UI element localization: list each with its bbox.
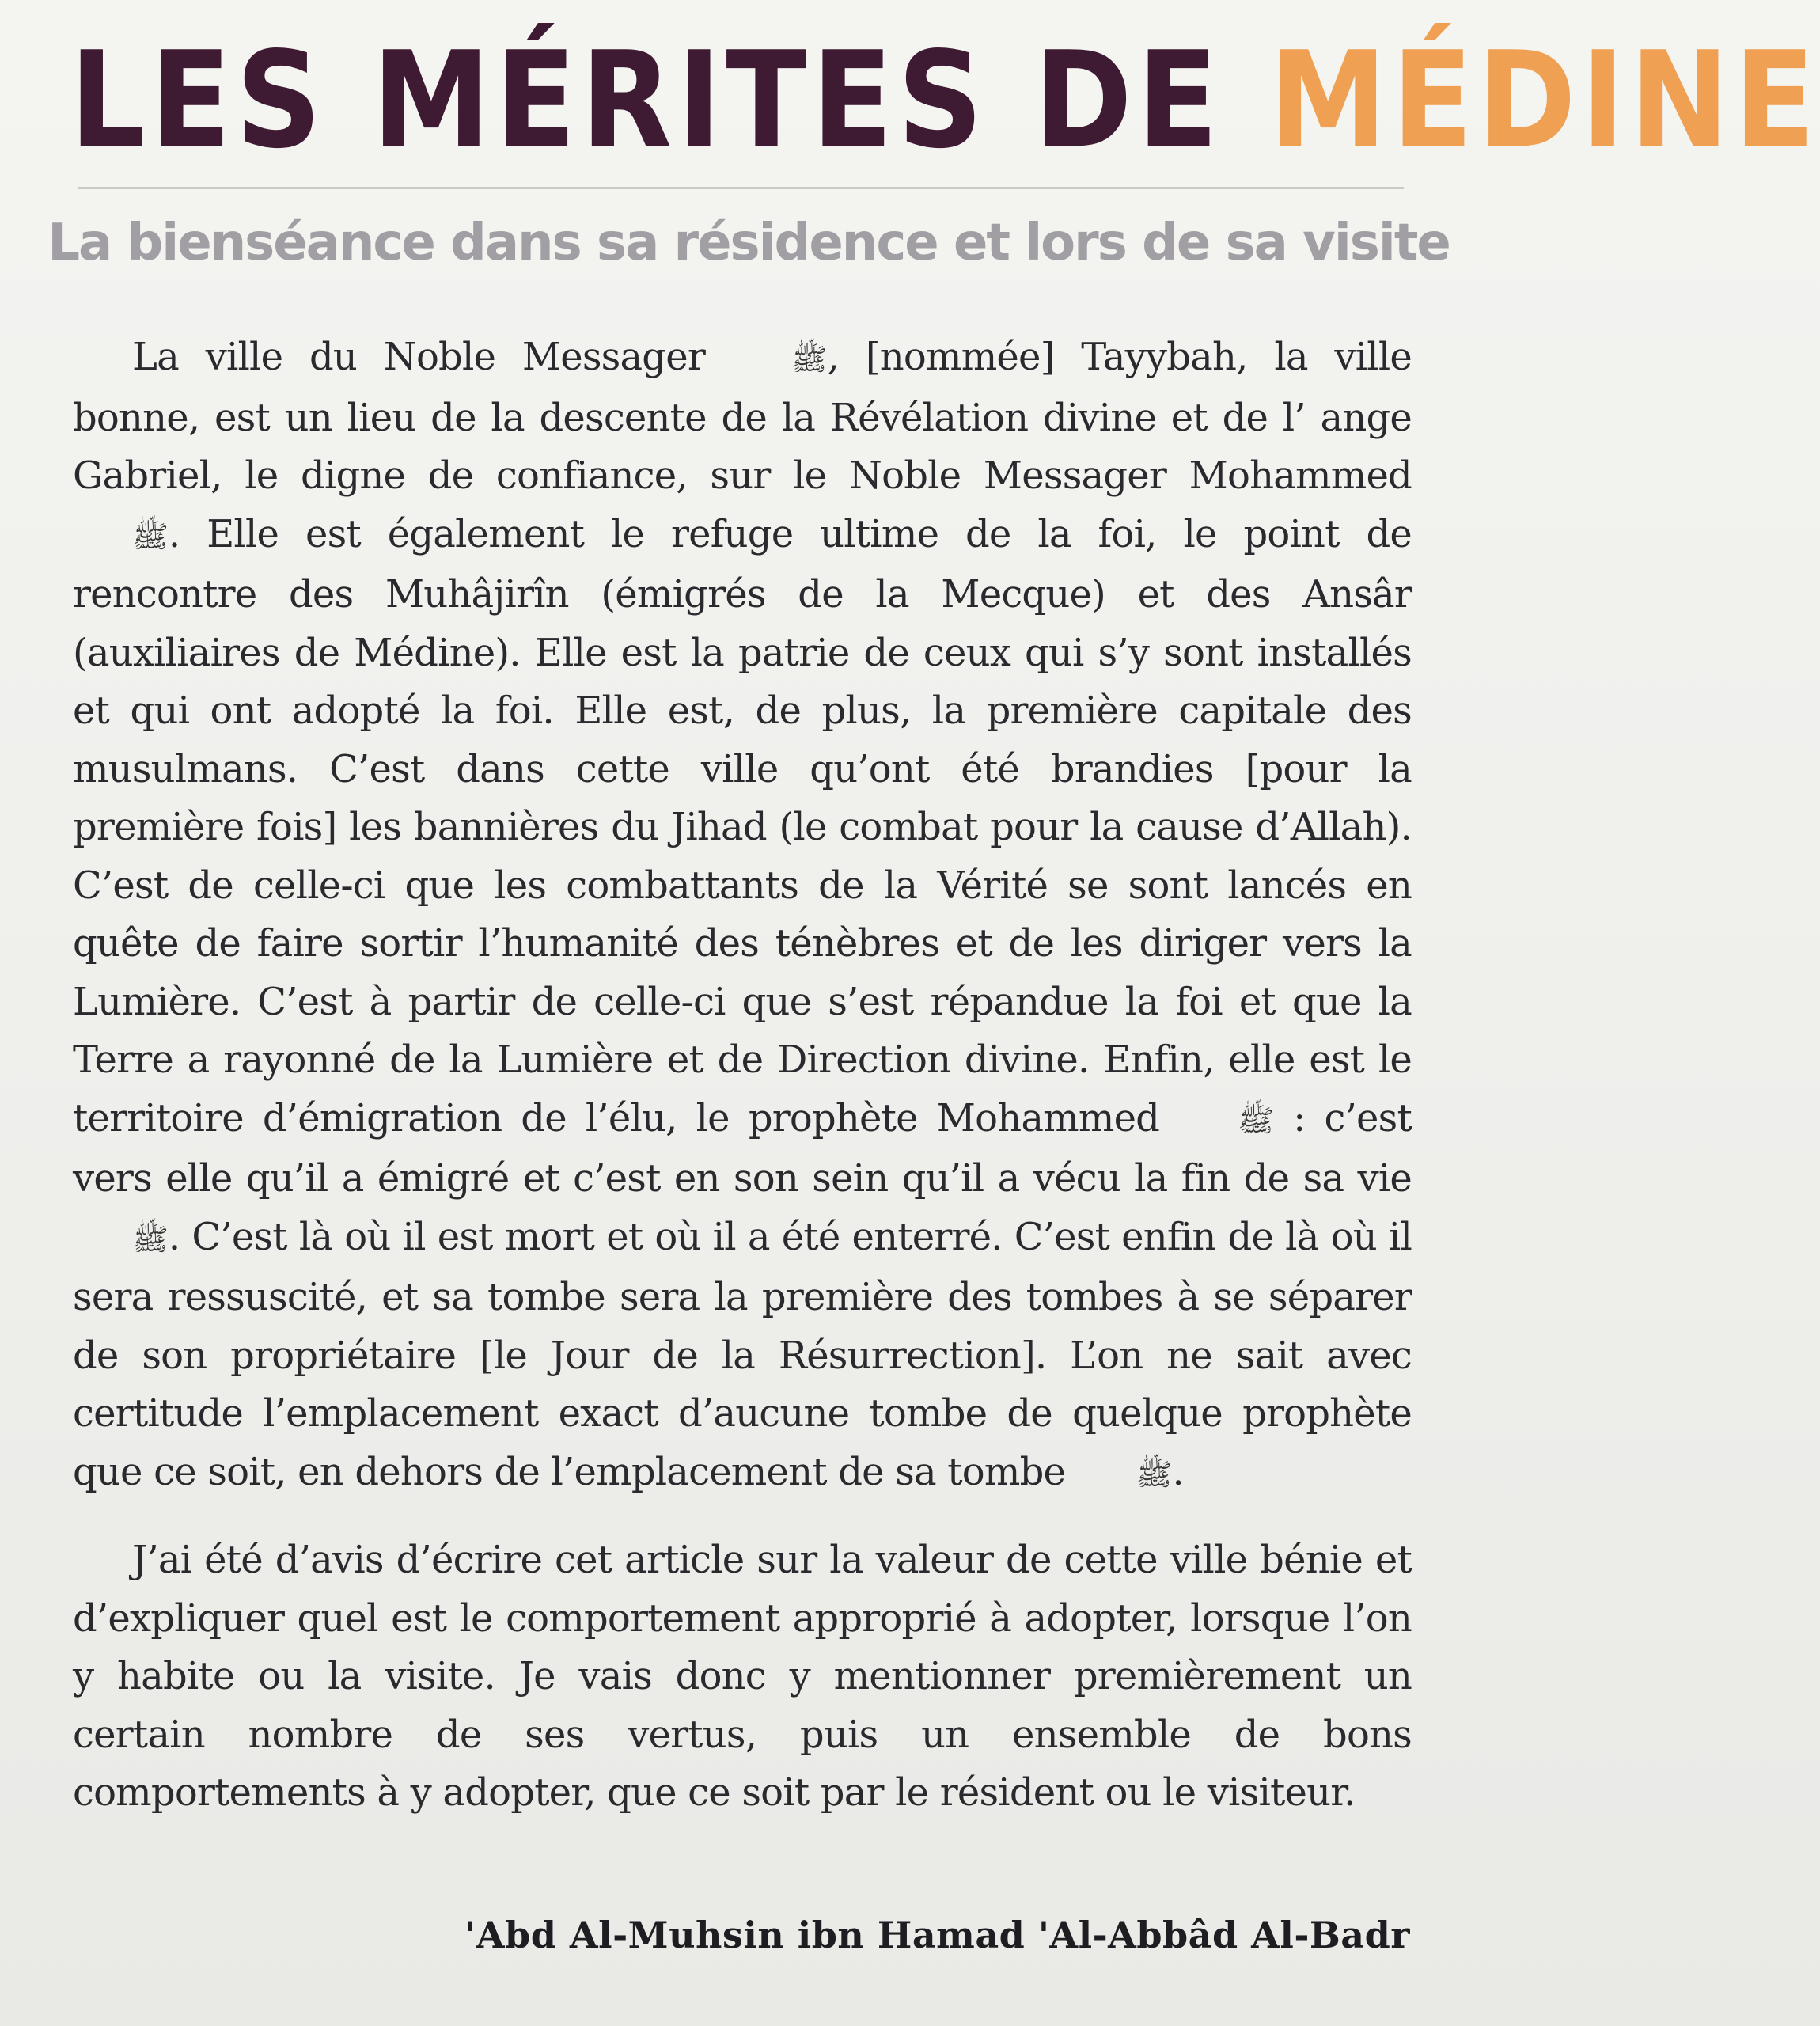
p1-segment-6: . (1172, 1449, 1184, 1494)
title-main-text: LES MÉRITES DE (70, 24, 1269, 179)
page-subtitle: La bienséance dans sa résidence et lors de sa visite (47, 214, 1450, 272)
p1-segment-2: , [nommée] Tayybah, la ville bonne, est un lieu de la descente de la Révélation divine et de l’ ange Gabriel, le digne de confiance, sur le Noble Messager Mohammed (73, 335, 1412, 498)
p1-segment-3: . Elle est également le refuge ultime de la foi, le point de rencontre des Muhâjirîn (émigrés de la Mecque) et des Ansâr (auxiliaires de Médine). Elle est la patrie de ceux qui s’y sont installés et qui ont adopté la foi. Elle est, de plus, la première capitale des musulmans. C’est dans cette ville qu’ont été brandies [pour la première fois] les bannières du Jihad (le combat pour la cause d’Allah). C’est de celle-ci que les combattants de la Vérité se sont lancés en quête de faire sortir l’humanité des ténèbres et de les diriger vers la Lumière. C’est à partir de celle-ci que s’est répandue la foi et que la Terre a rayonné de la Lumière et de Direction divine. Enfin, elle est le territoire d’émigration de l’élu, le prophète Mohammed (73, 511, 1412, 1140)
title-accent-text: MÉDINE (1268, 24, 1820, 179)
p1-segment-1: La ville du Noble Messager (132, 335, 705, 379)
body-text (73, 328, 1412, 1823)
p1-segment-5: . C’est là où il est mort et où il a été enterré. C’est enfin de là où il sera ressuscité, et sa tombe sera la première des tombes à se séparer de son propriétaire [le Jour de la Résurrection]. L’on ne sait avec certitude l’emplacement exact d’aucune tombe de quelque prophète que ce soit, en dehors de l’emplacement de sa tombe (73, 1214, 1412, 1494)
honorific-calligraphy-icon: ﷺ (1136, 1456, 1173, 1492)
honorific-calligraphy-icon: ﷺ (791, 342, 828, 377)
paragraph-1 (73, 328, 1412, 1504)
title-divider (78, 187, 1404, 189)
page-title (70, 24, 1820, 179)
honorific-calligraphy-icon: ﷺ (132, 1221, 169, 1257)
honorific-calligraphy-icon: ﷺ (1238, 1102, 1275, 1138)
honorific-calligraphy-icon: ﷺ (132, 518, 169, 554)
paragraph-2: J’ai été d’avis d’écrire cet article sur la valeur de cette ville bénie et d’expliquer quel est le comportement approprié à adopter, lorsque l’on y habite ou la visite. Je vais donc y mentionner premièrement un certain nombre de ses vertus, puis un ensemble de bons comportements à y adopter, que ce soit par le résident ou le visiteur. (73, 1538, 1412, 1815)
p1-segment-4: : c’est vers elle qu’il a émigré et c’est en son sein qu’il a vécu la fin de sa vie (73, 1095, 1412, 1201)
author-signature: 'Abd Al-Muhsin ibn Hamad 'Al-Abbâd Al-Badr (464, 1914, 1410, 1956)
